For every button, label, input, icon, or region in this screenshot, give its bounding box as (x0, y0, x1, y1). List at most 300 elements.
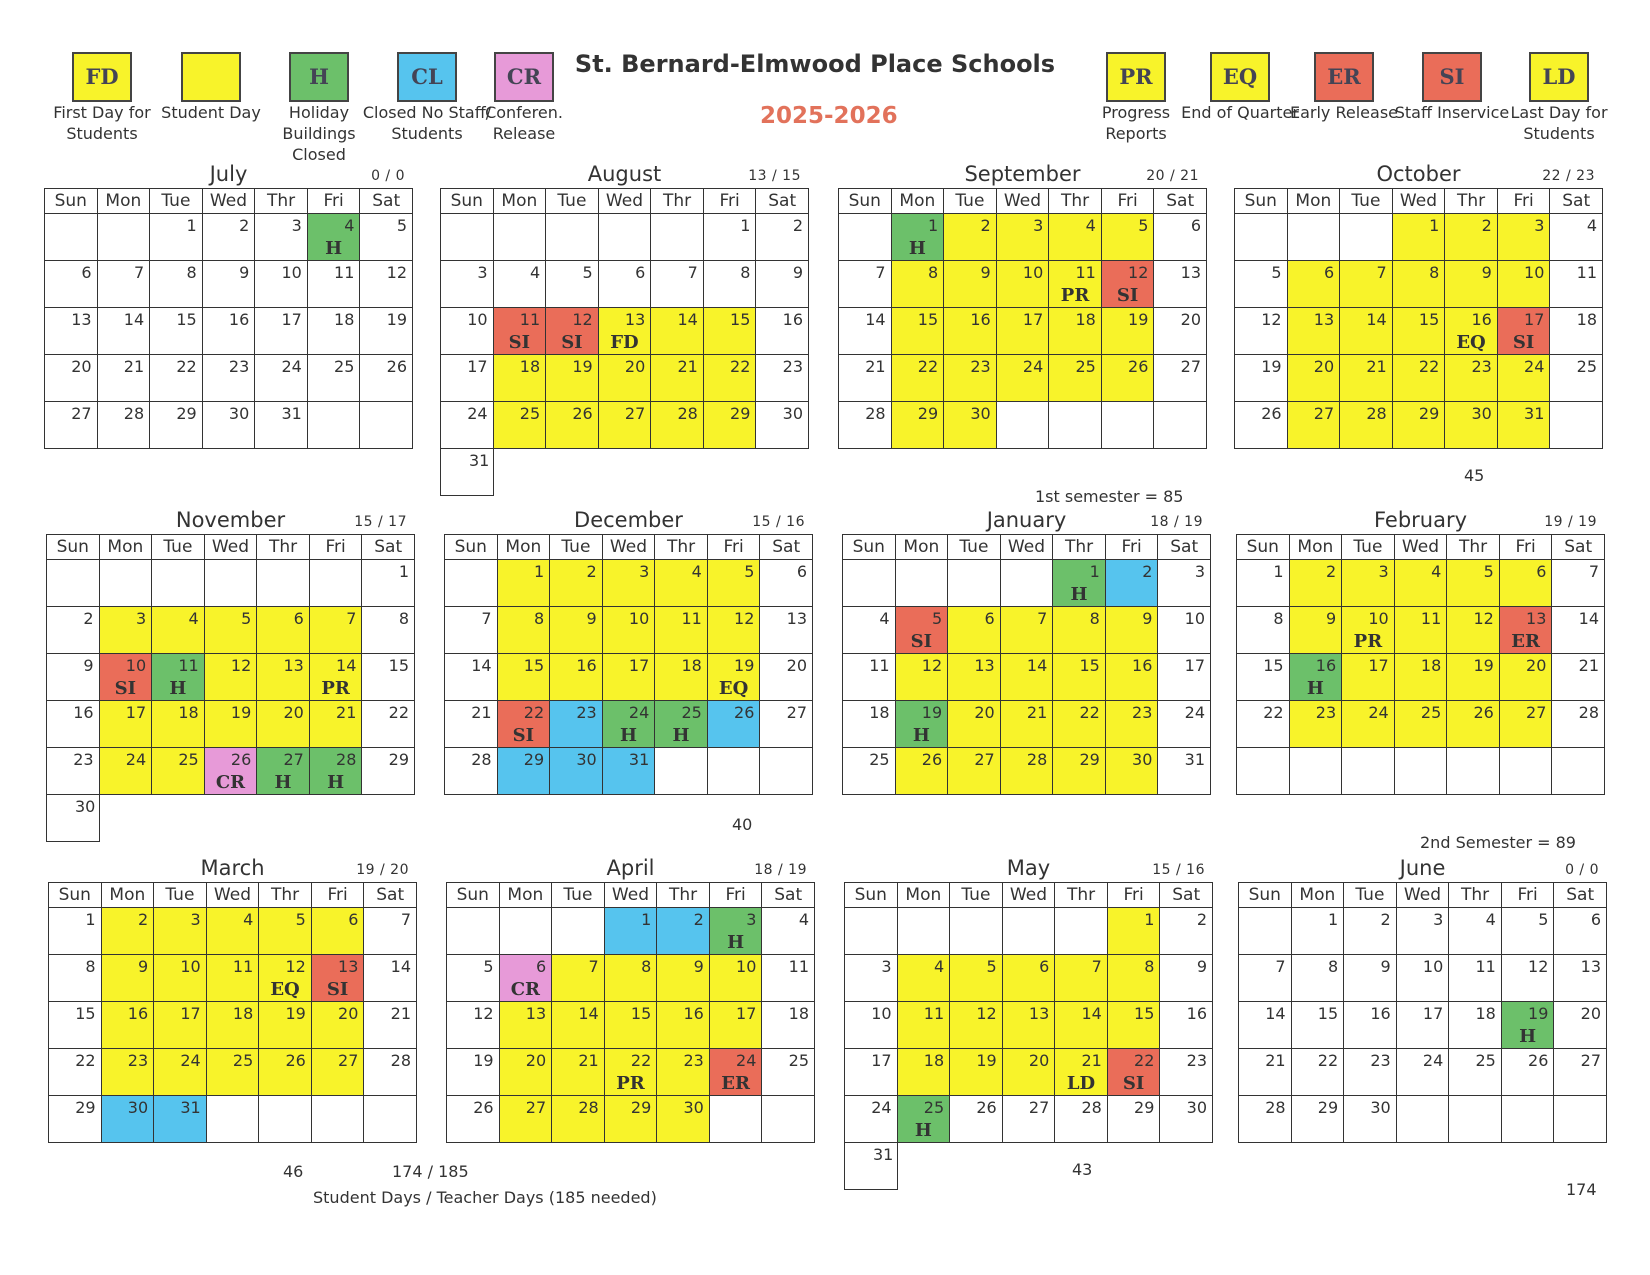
day-cell (1554, 955, 1607, 1002)
day-cell (655, 607, 708, 654)
legend-swatch: SI (1422, 52, 1482, 102)
legend-swatch: LD (1529, 52, 1589, 102)
weekday-header: Sat (1158, 535, 1211, 560)
day-number: 14 (1265, 1004, 1286, 1023)
day-cell (1394, 607, 1447, 654)
day-number: 15 (1317, 1004, 1339, 1023)
legend-swatch: PR (1106, 52, 1166, 102)
day-number: 13 (71, 310, 92, 329)
week-row (1239, 1002, 1607, 1049)
day-cell (651, 308, 704, 355)
day-number: 27 (283, 750, 304, 769)
month-name: December (574, 508, 683, 532)
empty-cell (845, 908, 898, 955)
day-number: 18 (788, 1004, 809, 1023)
day-number: 11 (1420, 609, 1442, 628)
weekday-header: Sat (362, 535, 415, 560)
day-number: 27 (338, 1051, 359, 1070)
day-number: 22 (1263, 703, 1284, 722)
month-december (444, 508, 813, 795)
day-number: 18 (1075, 310, 1096, 329)
day-cell (206, 1049, 259, 1096)
day-cell (657, 1096, 710, 1143)
week-row (1235, 261, 1603, 308)
day-cell (497, 654, 550, 701)
day-cell (550, 607, 603, 654)
day-cell (1499, 560, 1552, 607)
weekday-header: Fri (1497, 189, 1550, 214)
day-cell (204, 654, 257, 701)
day-cell (552, 1002, 605, 1049)
empty-cell (1552, 748, 1605, 795)
day-number: 11 (681, 609, 702, 628)
day-number: 1 (1429, 216, 1440, 235)
day-number: 25 (788, 1051, 809, 1070)
day-cell (47, 654, 100, 701)
day-number: 8 (1089, 609, 1100, 628)
weekday-header: Tue (944, 189, 997, 214)
day-number: 27 (525, 1098, 547, 1117)
month-day-count: 15 / 16 (1152, 862, 1205, 878)
day-cell (1237, 560, 1290, 607)
month-november (46, 508, 415, 816)
empty-cell (1342, 748, 1395, 795)
day-code: H (619, 725, 637, 746)
day-number: 8 (398, 609, 409, 628)
week-row (447, 1049, 815, 1096)
legend-label: First Day for Students (53, 103, 151, 143)
weekday-header: Fri (703, 189, 756, 214)
day-cell (1342, 607, 1395, 654)
weekday-header: Tue (546, 189, 599, 214)
day-number: 11 (869, 656, 890, 675)
day-number: 10 (1524, 263, 1545, 282)
extra-day-cell (844, 1143, 898, 1190)
day-cell (1497, 261, 1550, 308)
day-cell (602, 607, 655, 654)
day-number: 10 (1022, 263, 1044, 282)
day-number: 27 (786, 703, 807, 722)
weekday-header: Sun (445, 535, 498, 560)
weekday-header: Sat (1554, 883, 1607, 908)
empty-cell (99, 560, 152, 607)
weekday-header: Sat (756, 189, 809, 214)
day-cell (493, 308, 546, 355)
day-number: 25 (869, 750, 890, 769)
day-number: 19 (734, 656, 755, 675)
day-cell (546, 261, 599, 308)
week-row (445, 607, 813, 654)
legend-swatch: H (289, 52, 349, 102)
day-cell (1237, 701, 1290, 748)
empty-cell (206, 1096, 259, 1143)
day-cell (1105, 748, 1158, 795)
month-april (446, 856, 815, 1143)
weekday-header: Fri (707, 535, 760, 560)
day-number: 1 (398, 562, 409, 581)
day-number: 10 (467, 310, 488, 329)
week-row (1235, 214, 1603, 261)
month-name: February (1373, 508, 1468, 532)
day-cell (364, 955, 417, 1002)
day-number: 15 (1418, 310, 1440, 329)
day-number: 12 (386, 263, 407, 282)
day-cell (49, 1096, 102, 1143)
day-number: 20 (624, 357, 646, 376)
empty-cell (552, 908, 605, 955)
empty-cell (445, 560, 498, 607)
day-cell (891, 261, 944, 308)
day-cell (604, 1096, 657, 1143)
day-number: 3 (1194, 562, 1205, 581)
empty-cell (762, 1096, 815, 1143)
week-row (49, 1049, 417, 1096)
day-number: 16 (683, 1004, 704, 1023)
day-code: PR (1060, 285, 1090, 306)
month-june (1238, 856, 1607, 1143)
weekday-header: Thr (1053, 535, 1106, 560)
day-cell (1552, 654, 1605, 701)
day-cell (499, 1096, 552, 1143)
day-cell (552, 1049, 605, 1096)
empty-cell (1154, 402, 1207, 449)
day-code: CR (510, 979, 540, 1000)
day-cell (651, 402, 704, 449)
day-number: 19 (572, 357, 593, 376)
month-day-count: 19 / 19 (1544, 514, 1597, 530)
day-cell (360, 308, 413, 355)
day-number: 6 (1536, 562, 1547, 581)
day-number: 24 (180, 1051, 201, 1070)
day-cell (1291, 1002, 1344, 1049)
week-row (441, 261, 809, 308)
week-row (1239, 1096, 1607, 1143)
week-row (47, 701, 415, 748)
day-number: 8 (1144, 957, 1155, 976)
day-number: 29 (176, 404, 197, 423)
day-cell (1158, 748, 1211, 795)
day-cell (499, 1002, 552, 1049)
day-cell (259, 1002, 312, 1049)
day-cell (202, 308, 255, 355)
day-cell (1002, 1096, 1055, 1143)
day-number: 7 (687, 263, 698, 282)
day-number: 23 (576, 703, 597, 722)
day-cell (255, 355, 308, 402)
legend-label: Staff Inservice (1394, 103, 1510, 122)
day-number: 26 (285, 1051, 306, 1070)
day-number: 30 (576, 750, 597, 769)
days-caption: Student Days / Teacher Days (185 needed) (313, 1188, 657, 1207)
day-number: 22 (730, 357, 751, 376)
day-cell (1237, 654, 1290, 701)
empty-cell (499, 908, 552, 955)
day-number: 3 (1378, 562, 1389, 581)
day-code: EQ (270, 979, 300, 1000)
day-number: 19 (230, 703, 252, 722)
day-number: 26 (1473, 703, 1494, 722)
day-number: 10 (1184, 609, 1205, 628)
day-cell (1396, 1049, 1449, 1096)
day-cell (97, 261, 150, 308)
day-cell (602, 654, 655, 701)
day-number: 13 (283, 656, 304, 675)
day-number: 20 (1180, 310, 1201, 329)
day-cell (101, 1096, 154, 1143)
month-name: May (1006, 856, 1051, 880)
day-cell (101, 955, 154, 1002)
day-number: 14 (1081, 1004, 1102, 1023)
day-number: 17 (180, 1004, 201, 1023)
day-number: 2 (1325, 562, 1337, 581)
day-number: 1 (1273, 562, 1284, 581)
day-cell (1342, 701, 1395, 748)
day-cell (1552, 560, 1605, 607)
day-code: H (1306, 678, 1324, 699)
day-cell (360, 355, 413, 402)
day-cell (493, 355, 546, 402)
day-number: 7 (1037, 609, 1048, 628)
day-number: 29 (917, 404, 939, 423)
month-day-count: 15 / 16 (752, 514, 805, 530)
day-cell (756, 402, 809, 449)
empty-cell (760, 748, 813, 795)
week-row (839, 355, 1207, 402)
day-number: 25 (334, 357, 355, 376)
day-number: 19 (976, 1051, 997, 1070)
day-number: 19 (473, 1051, 494, 1070)
day-number: 30 (1132, 750, 1153, 769)
day-cell (950, 1096, 1003, 1143)
day-cell (1101, 308, 1154, 355)
day-cell (1107, 1049, 1160, 1096)
day-number: 3 (1433, 910, 1444, 929)
day-cell (1497, 355, 1550, 402)
day-number: 24 (628, 703, 650, 722)
day-code: H (908, 238, 926, 259)
day-cell (152, 701, 205, 748)
weekday-header: Sun (49, 883, 102, 908)
day-number: 19 (1261, 357, 1282, 376)
weekday-header: Tue (154, 883, 207, 908)
day-number: 20 (525, 1051, 547, 1070)
weekday-header: Sat (364, 883, 417, 908)
day-cell (1445, 355, 1498, 402)
day-cell (996, 355, 1049, 402)
day-code: H (274, 772, 292, 793)
day-cell (1158, 701, 1211, 748)
day-number: 15 (176, 310, 197, 329)
day-cell (1055, 955, 1108, 1002)
day-number: 16 (970, 310, 991, 329)
day-cell (897, 955, 950, 1002)
day-cell (1053, 560, 1106, 607)
day-cell (707, 654, 760, 701)
day-cell (1053, 607, 1106, 654)
day-number: 7 (1275, 957, 1286, 976)
day-code: H (327, 772, 345, 793)
day-number: 2 (693, 910, 704, 929)
day-cell (45, 308, 98, 355)
day-number: 19 (1528, 1004, 1549, 1023)
day-cell (845, 1096, 898, 1143)
day-number: 30 (1370, 1098, 1391, 1117)
day-number: 18 (334, 310, 355, 329)
day-cell (891, 308, 944, 355)
legend-swatch: FD (72, 52, 132, 102)
day-cell (1239, 1096, 1292, 1143)
day-number: 17 (1422, 1004, 1444, 1023)
day-number: 7 (133, 263, 145, 282)
day-number: 4 (1431, 562, 1442, 581)
week-row (47, 607, 415, 654)
day-cell (360, 261, 413, 308)
day-cell (45, 261, 98, 308)
day-cell (1237, 607, 1290, 654)
day-number: 22 (1134, 1051, 1155, 1070)
day-number: 17 (467, 357, 488, 376)
day-cell (447, 1049, 500, 1096)
day-cell (895, 654, 948, 701)
day-number: 1 (85, 910, 96, 929)
day-number: 27 (1313, 404, 1335, 423)
day-code: H (169, 678, 187, 699)
weekday-header: Fri (307, 189, 360, 214)
day-cell (709, 908, 762, 955)
day-cell (206, 955, 259, 1002)
day-number: 20 (338, 1004, 359, 1023)
empty-cell (1447, 748, 1500, 795)
day-cell (1287, 261, 1340, 308)
day-number: 1 (927, 216, 939, 235)
day-number: 18 (519, 357, 541, 376)
day-cell (445, 748, 498, 795)
week-row (47, 748, 415, 795)
day-number: 5 (396, 216, 407, 235)
weekday-header: Thr (655, 535, 708, 560)
day-cell (1154, 355, 1207, 402)
day-number: 14 (471, 656, 492, 675)
day-cell (47, 701, 100, 748)
empty-cell (1394, 748, 1447, 795)
day-cell (550, 748, 603, 795)
day-cell (311, 955, 364, 1002)
day-number: 12 (1261, 310, 1282, 329)
day-number: 31 (1184, 750, 1205, 769)
day-cell (950, 1002, 1003, 1049)
day-cell (657, 908, 710, 955)
day-number: 1 (1144, 910, 1155, 929)
day-number: 21 (865, 357, 886, 376)
week-row (839, 308, 1207, 355)
day-code: PR (1353, 631, 1383, 652)
day-cell (49, 1049, 102, 1096)
day-number: 23 (73, 750, 94, 769)
weekday-header: Wed (1000, 535, 1053, 560)
day-cell (948, 701, 1001, 748)
day-cell (1340, 355, 1393, 402)
day-cell (1449, 908, 1502, 955)
day-cell (309, 654, 362, 701)
day-cell (255, 308, 308, 355)
day-number: 17 (736, 1004, 757, 1023)
day-cell (1107, 908, 1160, 955)
day-cell (255, 402, 308, 449)
day-cell (604, 1049, 657, 1096)
month-day-count: 13 / 15 (748, 168, 801, 184)
empty-cell (1000, 560, 1053, 607)
day-number: 31 (469, 451, 490, 470)
day-cell (657, 1049, 710, 1096)
day-number: 6 (81, 263, 92, 282)
legend-item (1494, 52, 1624, 144)
empty-cell (364, 1096, 417, 1143)
day-cell (99, 654, 152, 701)
day-cell (97, 402, 150, 449)
empty-cell (1101, 402, 1154, 449)
empty-cell (1550, 402, 1603, 449)
empty-cell (996, 402, 1049, 449)
empty-cell (839, 214, 892, 261)
day-cell (1552, 701, 1605, 748)
day-cell (762, 955, 815, 1002)
day-cell (1342, 654, 1395, 701)
day-code: H (1070, 584, 1088, 605)
empty-cell (1237, 748, 1290, 795)
day-number: 3 (477, 263, 488, 282)
weekday-header: Thr (259, 883, 312, 908)
day-cell (1554, 1049, 1607, 1096)
day-number: 8 (927, 263, 939, 282)
day-cell (1447, 701, 1500, 748)
day-cell (756, 261, 809, 308)
day-cell (362, 701, 415, 748)
legend-label: End of Quarter (1181, 103, 1299, 122)
weekday-header: Sun (45, 189, 98, 214)
day-number: 14 (336, 656, 357, 675)
day-cell (1501, 1049, 1554, 1096)
day-cell (49, 908, 102, 955)
day-cell (1499, 607, 1552, 654)
day-number: 5 (931, 609, 943, 628)
day-cell (499, 955, 552, 1002)
day-cell (257, 701, 310, 748)
day-cell (1394, 701, 1447, 748)
day-number: 25 (923, 1098, 945, 1117)
day-cell (550, 560, 603, 607)
day-cell (897, 1002, 950, 1049)
day-cell (707, 560, 760, 607)
day-code: SI (910, 631, 933, 652)
day-cell (1447, 607, 1500, 654)
day-cell (1235, 355, 1288, 402)
day-number: 11 (232, 957, 254, 976)
day-number: 10 (180, 957, 201, 976)
day-cell (944, 402, 997, 449)
day-number: 16 (1471, 310, 1492, 329)
day-number: 14 (578, 1004, 599, 1023)
day-number: 7 (1376, 263, 1387, 282)
day-cell (1501, 1002, 1554, 1049)
day-number: 28 (1265, 1098, 1286, 1117)
day-number: 28 (390, 1051, 411, 1070)
day-cell (546, 355, 599, 402)
month-september (838, 162, 1207, 449)
day-cell (1287, 308, 1340, 355)
day-number: 25 (1075, 357, 1096, 376)
day-cell (604, 908, 657, 955)
day-number: 28 (677, 404, 698, 423)
